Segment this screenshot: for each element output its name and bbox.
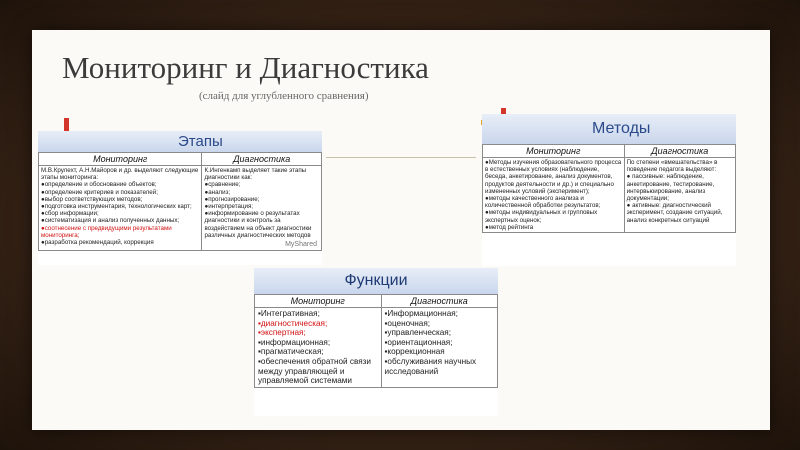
list-item: ●Методы изучения образовательного процесса в естественных условиях (наблюдение, беседа, анкетирование, анализ документов, продуктов деятельности и др.) и специально измененных условий (эксперимент); — [485, 159, 622, 195]
methods-col-diagnostics: Диагностика — [624, 145, 735, 158]
list-item: ●выбор соответствующих методов; — [41, 195, 143, 203]
stages-diagnostics-cell — [202, 166, 322, 251]
list-item: ▪Интегративная; — [258, 309, 320, 318]
list-item: ▪Информационная; — [384, 309, 458, 318]
list-item: ●информирование о результатах диагностики и контроль за воздействием на объект диагностики различных диагностических методов — [204, 210, 312, 239]
list-item: ●методы индивидуальных и групповых экспертных оценок; — [485, 209, 598, 224]
watermark-text: MyShared — [285, 240, 317, 248]
list-item: М.В.Крулехт, А.Н.Майоров и др. выделяют следующие этапы мониторинга: — [41, 167, 199, 182]
list-item: ▪оценочная; — [384, 318, 431, 328]
list-item: ●определение критериев и показателей; — [41, 188, 158, 196]
list-item: ●разработка рекомендаций, коррекция — [41, 239, 154, 247]
functions-monitoring-cell — [255, 308, 382, 388]
list-item: ▪обслуживания научных исследований — [384, 356, 477, 376]
list-item: ●соотнесение с предвидущими результатами мониторинга; — [41, 224, 172, 239]
list-item: ●прогнозирование; — [204, 195, 260, 203]
stages-heading: Этапы — [38, 131, 322, 152]
stages-col-diagnostics: Диагностика — [202, 153, 322, 166]
list-item: ▪информационная; — [258, 337, 331, 347]
list-item: ▪обеспечения обратной связи между управляющей и управляемой системами — [258, 356, 371, 386]
list-item: ●подготовка инструментария, технологических карт; — [41, 203, 192, 211]
list-item: ●анализ; — [204, 188, 231, 196]
list-item: ●систематизация и анализ полученных данных; — [41, 217, 180, 225]
list-item: ● пассивные: наблюдение, анкетирование, тестирование, интервьюирование, анализ документации; — [626, 173, 715, 203]
list-item: ●интерпретация; — [204, 203, 254, 211]
functions-diagnostics-cell — [381, 308, 498, 388]
list-item: К.Ингенкамп выделяет такие этапы диагностики как: — [204, 167, 307, 182]
list-item: ▪коррекционная — [384, 347, 445, 357]
methods-diagnostics-cell — [624, 158, 735, 233]
functions-table — [254, 294, 498, 388]
stages-panel — [38, 131, 322, 265]
methods-heading: Методы — [482, 114, 736, 144]
stages-table — [38, 152, 322, 251]
functions-col-diagnostics: Диагностика — [381, 295, 498, 308]
functions-panel — [254, 268, 498, 416]
list-item: ▪экспертная; — [258, 328, 306, 338]
slide-title: Мониторинг и Диагностика — [62, 50, 429, 85]
stages-col-monitoring: Мониторинг — [39, 153, 202, 166]
list-item: ▪прагматическая; — [258, 347, 324, 357]
methods-monitoring-cell — [483, 158, 625, 233]
title-divider — [326, 157, 476, 158]
list-item: ▪диагностическая; — [258, 318, 328, 328]
stages-monitoring-cell — [39, 166, 202, 251]
methods-panel — [482, 114, 736, 266]
methods-table — [482, 144, 736, 233]
list-item: ▪ориентационная; — [384, 337, 453, 347]
slide-subtitle: (слайд для углубленного сравнения) — [199, 90, 369, 102]
list-item: ●метод рейтинга — [485, 223, 534, 231]
list-item: ●сравнение; — [204, 181, 241, 189]
functions-col-monitoring: Мониторинг — [255, 295, 382, 308]
list-item: ●определение и обоснование объектов; — [41, 181, 157, 189]
list-item: ●методы качественного анализа и количественной обработки результатов; — [485, 195, 601, 210]
list-item: ▪управленческая; — [384, 328, 451, 338]
methods-col-monitoring: Мониторинг — [483, 145, 625, 158]
functions-heading: Функции — [254, 268, 498, 294]
list-item: По степени «вмешательства» в поведение педагога выделяют: — [626, 159, 718, 174]
list-item: ● активные: диагностический эксперимент, создание ситуаций, анализ конкретных ситуаций — [626, 202, 723, 224]
list-item: ●сбор информации; — [41, 210, 99, 218]
